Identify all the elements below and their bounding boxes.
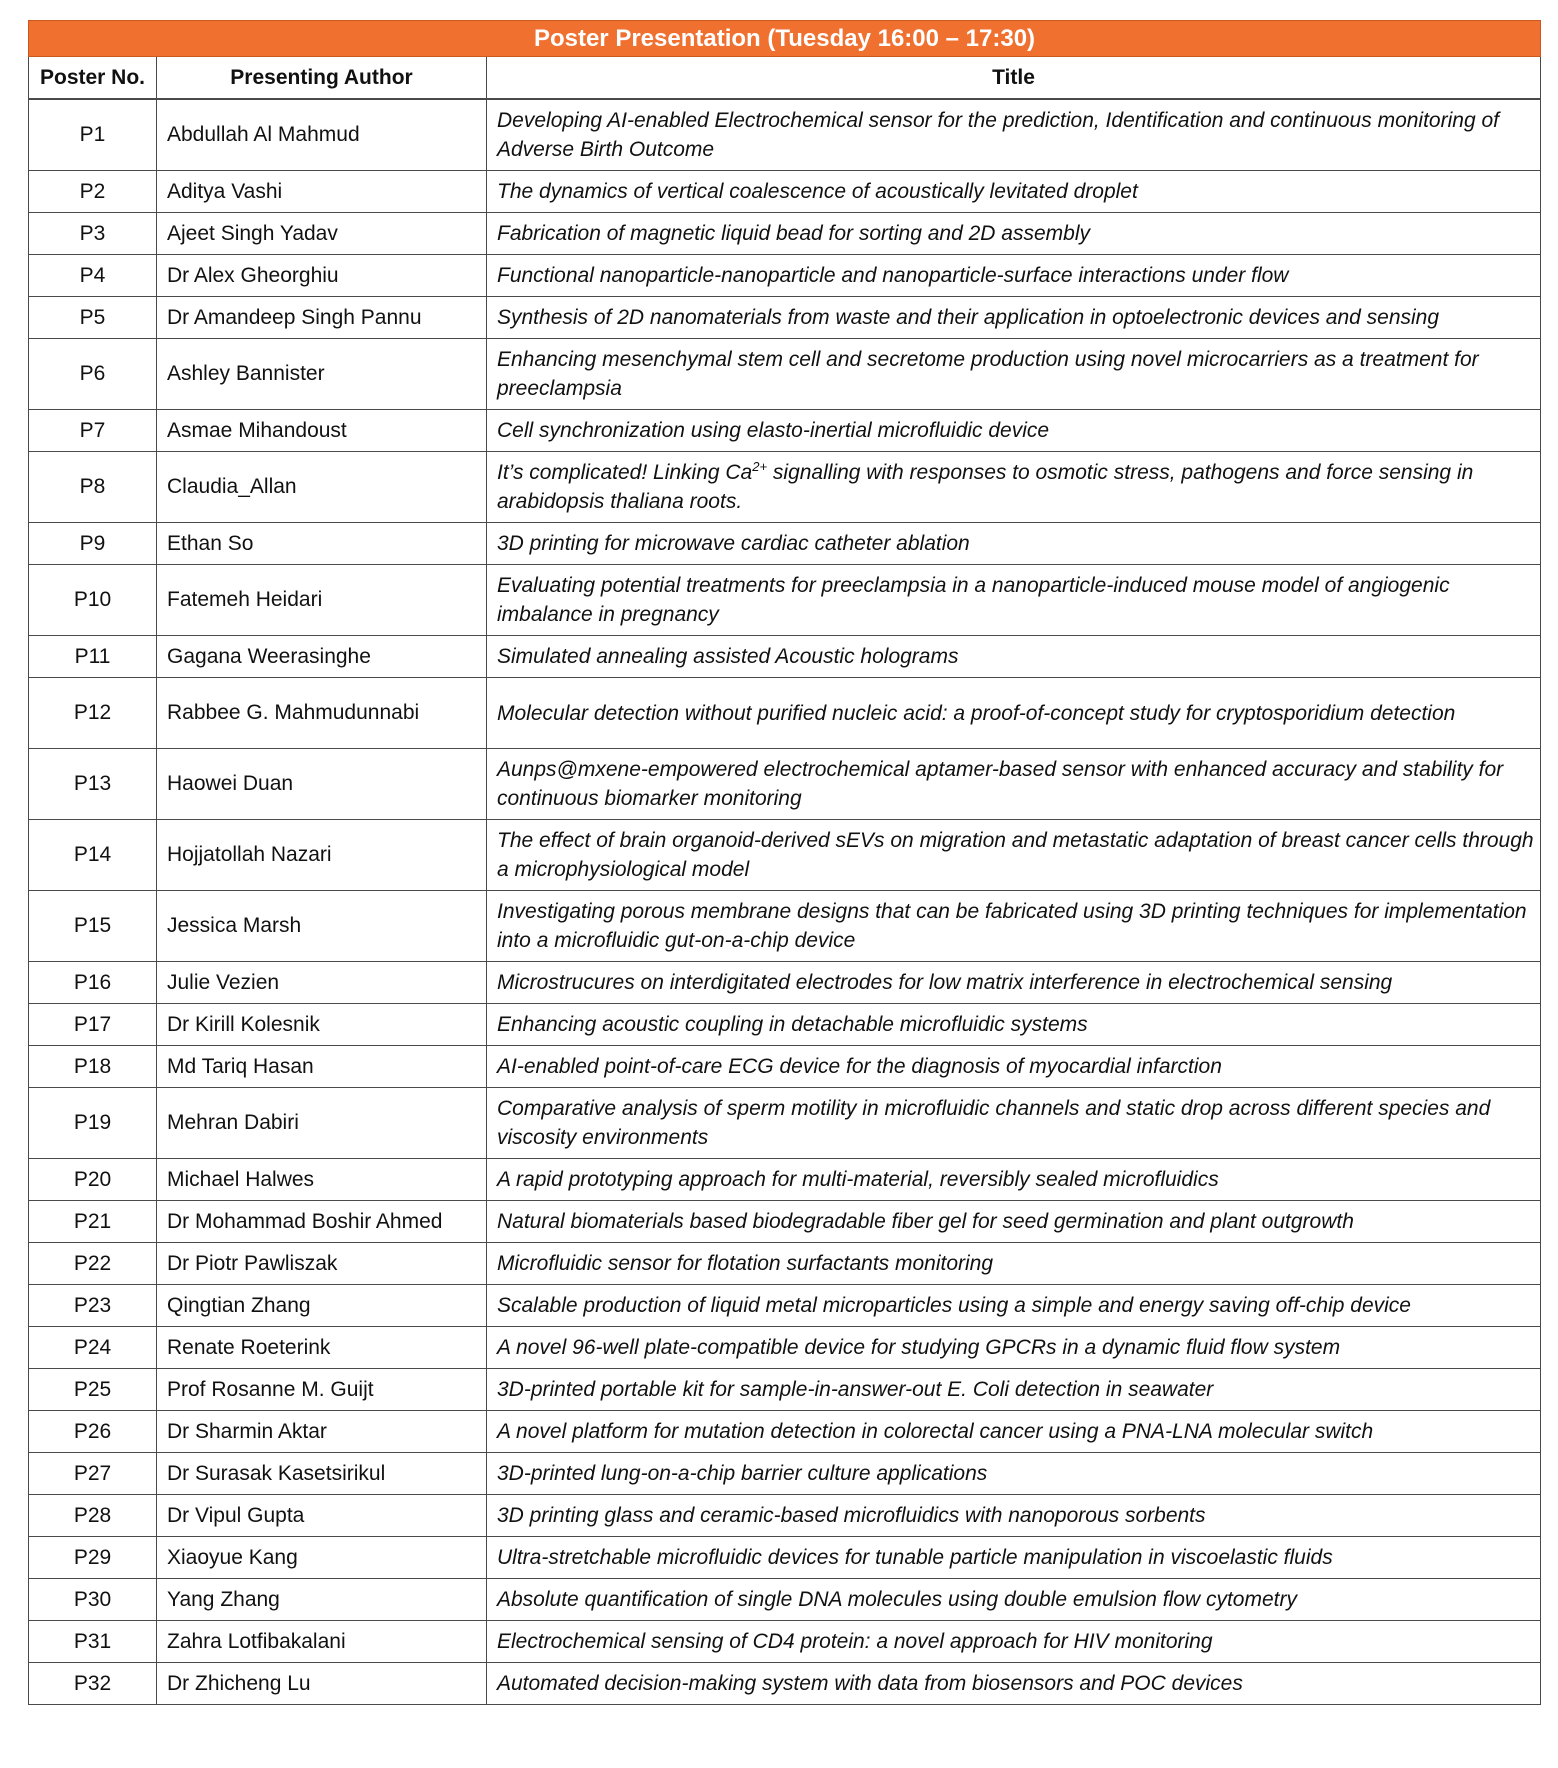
column-header-poster-no: Poster No. (29, 57, 157, 100)
table-row (29, 1621, 1541, 1663)
poster-title: 3D printing for microwave cardiac catheter ablation (487, 523, 1541, 565)
poster-number: P12 (29, 678, 157, 749)
table-body (29, 99, 1541, 1705)
table-row (29, 171, 1541, 213)
poster-number: P5 (29, 297, 157, 339)
poster-title: Simulated annealing assisted Acoustic holograms (487, 636, 1541, 678)
table-row (29, 99, 1541, 171)
presenting-author: Hojjatollah Nazari (157, 820, 487, 891)
presenting-author: Aditya Vashi (157, 171, 487, 213)
table-row (29, 1285, 1541, 1327)
table-row (29, 1453, 1541, 1495)
presenting-author: Yang Zhang (157, 1579, 487, 1621)
presenting-author: Claudia_Allan (157, 452, 487, 523)
poster-number: P8 (29, 452, 157, 523)
poster-number: P4 (29, 255, 157, 297)
poster-title: Evaluating potential treatments for preeclampsia in a nanoparticle-induced mouse model of angiogenic imbalance in pregnancy (487, 565, 1541, 636)
table-row (29, 1495, 1541, 1537)
poster-title: Molecular detection without purified nucleic acid: a proof-of-concept study for cryptosporidium detection (487, 678, 1541, 749)
poster-title: Microstrucures on interdigitated electrodes for low matrix interference in electrochemical sensing (487, 962, 1541, 1004)
table-row (29, 523, 1541, 565)
poster-title: Investigating porous membrane designs that can be fabricated using 3D printing techniques for implementation into a microfluidic gut-on-a-chip device (487, 891, 1541, 962)
poster-number: P21 (29, 1201, 157, 1243)
table-row (29, 255, 1541, 297)
presenting-author: Rabbee G. Mahmudunnabi (157, 678, 487, 749)
poster-title: Synthesis of 2D nanomaterials from waste and their application in optoelectronic devices and sensing (487, 297, 1541, 339)
poster-number: P15 (29, 891, 157, 962)
table-row (29, 1411, 1541, 1453)
poster-number: P11 (29, 636, 157, 678)
table-row (29, 1537, 1541, 1579)
title-text: It’s complicated! Linking Ca (497, 461, 753, 484)
poster-table (28, 20, 1541, 1705)
poster-number: P16 (29, 962, 157, 1004)
poster-title: Scalable production of liquid metal microparticles using a simple and energy saving off-chip device (487, 1285, 1541, 1327)
presenting-author: Abdullah Al Mahmud (157, 99, 487, 171)
banner-row (29, 21, 1541, 57)
poster-number: P29 (29, 1537, 157, 1579)
poster-number: P9 (29, 523, 157, 565)
table-row (29, 1088, 1541, 1159)
table-row (29, 820, 1541, 891)
poster-number: P32 (29, 1663, 157, 1705)
table-row (29, 891, 1541, 962)
table-row (29, 1369, 1541, 1411)
title-text: signalling with responses to osmotic stress, pathogens and force sensing in arabidopsis thaliana roots. (497, 461, 1474, 513)
presenting-author: Ajeet Singh Yadav (157, 213, 487, 255)
table-row (29, 339, 1541, 410)
presenting-author: Ashley Bannister (157, 339, 487, 410)
table-row (29, 1004, 1541, 1046)
presenting-author: Xiaoyue Kang (157, 1537, 487, 1579)
presenting-author: Mehran Dabiri (157, 1088, 487, 1159)
poster-title: Functional nanoparticle-nanoparticle and nanoparticle-surface interactions under flow (487, 255, 1541, 297)
poster-title: The effect of brain organoid-derived sEVs on migration and metastatic adaptation of breast cancer cells through a microphysiological model (487, 820, 1541, 891)
poster-title (487, 452, 1541, 523)
poster-title: Developing AI-enabled Electrochemical sensor for the prediction, Identification and continuous monitoring of Adverse Birth Outcome (487, 99, 1541, 171)
poster-title: 3D printing glass and ceramic-based microfluidics with nanoporous sorbents (487, 1495, 1541, 1537)
poster-title: A rapid prototyping approach for multi-material, reversibly sealed microfluidics (487, 1159, 1541, 1201)
table-row (29, 749, 1541, 820)
poster-number: P22 (29, 1243, 157, 1285)
poster-number: P6 (29, 339, 157, 410)
poster-title: Enhancing mesenchymal stem cell and secretome production using novel microcarriers as a treatment for preeclampsia (487, 339, 1541, 410)
presenting-author: Dr Amandeep Singh Pannu (157, 297, 487, 339)
poster-number: P20 (29, 1159, 157, 1201)
table-row (29, 565, 1541, 636)
poster-number: P27 (29, 1453, 157, 1495)
table-row (29, 1327, 1541, 1369)
poster-number: P2 (29, 171, 157, 213)
poster-title: Automated decision-making system with data from biosensors and POC devices (487, 1663, 1541, 1705)
presenting-author: Renate Roeterink (157, 1327, 487, 1369)
poster-title: 3D-printed portable kit for sample-in-answer-out E. Coli detection in seawater (487, 1369, 1541, 1411)
poster-number: P28 (29, 1495, 157, 1537)
poster-title: 3D-printed lung-on-a-chip barrier culture applications (487, 1453, 1541, 1495)
poster-number: P26 (29, 1411, 157, 1453)
presenting-author: Asmae Mihandoust (157, 410, 487, 452)
poster-number: P1 (29, 99, 157, 171)
table-row (29, 678, 1541, 749)
presenting-author: Ethan So (157, 523, 487, 565)
table-row (29, 452, 1541, 523)
presenting-author: Zahra Lotfibakalani (157, 1621, 487, 1663)
title-superscript: 2+ (752, 459, 768, 474)
poster-title: The dynamics of vertical coalescence of acoustically levitated droplet (487, 171, 1541, 213)
poster-number: P23 (29, 1285, 157, 1327)
poster-title: AI-enabled point-of-care ECG device for the diagnosis of myocardial infarction (487, 1046, 1541, 1088)
poster-number: P10 (29, 565, 157, 636)
poster-number: P24 (29, 1327, 157, 1369)
poster-title: Electrochemical sensing of CD4 protein: a novel approach for HIV monitoring (487, 1621, 1541, 1663)
session-title: Poster Presentation (Tuesday 16:00 – 17:30) (29, 21, 1541, 57)
table-row (29, 1243, 1541, 1285)
poster-number: P25 (29, 1369, 157, 1411)
presenting-author: Dr Vipul Gupta (157, 1495, 487, 1537)
presenting-author: Julie Vezien (157, 962, 487, 1004)
presenting-author: Dr Sharmin Aktar (157, 1411, 487, 1453)
presenting-author: Dr Mohammad Boshir Ahmed (157, 1201, 487, 1243)
poster-title: Absolute quantification of single DNA molecules using double emulsion flow cytometry (487, 1579, 1541, 1621)
table-row (29, 1046, 1541, 1088)
poster-title: Cell synchronization using elasto-inertial microfluidic device (487, 410, 1541, 452)
poster-title: Natural biomaterials based biodegradable fiber gel for seed germination and plant outgrowth (487, 1201, 1541, 1243)
presenting-author: Dr Alex Gheorghiu (157, 255, 487, 297)
poster-number: P7 (29, 410, 157, 452)
poster-schedule (28, 20, 1540, 1705)
table-row (29, 1201, 1541, 1243)
table-row (29, 1579, 1541, 1621)
poster-title: A novel platform for mutation detection in colorectal cancer using a PNA-LNA molecular switch (487, 1411, 1541, 1453)
presenting-author: Qingtian Zhang (157, 1285, 487, 1327)
table-row (29, 410, 1541, 452)
column-header-author: Presenting Author (157, 57, 487, 100)
presenting-author: Dr Kirill Kolesnik (157, 1004, 487, 1046)
poster-title: A novel 96-well plate-compatible device for studying GPCRs in a dynamic fluid flow system (487, 1327, 1541, 1369)
presenting-author: Michael Halwes (157, 1159, 487, 1201)
presenting-author: Jessica Marsh (157, 891, 487, 962)
poster-number: P18 (29, 1046, 157, 1088)
header-row (29, 57, 1541, 100)
poster-number: P17 (29, 1004, 157, 1046)
poster-title: Aunps@mxene-empowered electrochemical aptamer-based sensor with enhanced accuracy and stability for continuous biomarker monitoring (487, 749, 1541, 820)
poster-number: P19 (29, 1088, 157, 1159)
poster-number: P13 (29, 749, 157, 820)
poster-number: P30 (29, 1579, 157, 1621)
presenting-author: Dr Zhicheng Lu (157, 1663, 487, 1705)
table-row (29, 213, 1541, 255)
presenting-author: Dr Surasak Kasetsirikul (157, 1453, 487, 1495)
presenting-author: Haowei Duan (157, 749, 487, 820)
poster-number: P14 (29, 820, 157, 891)
presenting-author: Fatemeh Heidari (157, 565, 487, 636)
presenting-author: Md Tariq Hasan (157, 1046, 487, 1088)
poster-title: Fabrication of magnetic liquid bead for sorting and 2D assembly (487, 213, 1541, 255)
poster-title: Ultra-stretchable microfluidic devices for tunable particle manipulation in viscoelastic fluids (487, 1537, 1541, 1579)
poster-number: P31 (29, 1621, 157, 1663)
poster-title: Comparative analysis of sperm motility in microfluidic channels and static drop across different species and viscosity environments (487, 1088, 1541, 1159)
column-header-title: Title (487, 57, 1541, 100)
poster-title: Enhancing acoustic coupling in detachable microfluidic systems (487, 1004, 1541, 1046)
table-row (29, 1663, 1541, 1705)
table-row (29, 297, 1541, 339)
table-row (29, 636, 1541, 678)
poster-number: P3 (29, 213, 157, 255)
poster-title: Microfluidic sensor for flotation surfactants monitoring (487, 1243, 1541, 1285)
table-row (29, 962, 1541, 1004)
presenting-author: Prof Rosanne M. Guijt (157, 1369, 487, 1411)
table-row (29, 1159, 1541, 1201)
presenting-author: Gagana Weerasinghe (157, 636, 487, 678)
presenting-author: Dr Piotr Pawliszak (157, 1243, 487, 1285)
